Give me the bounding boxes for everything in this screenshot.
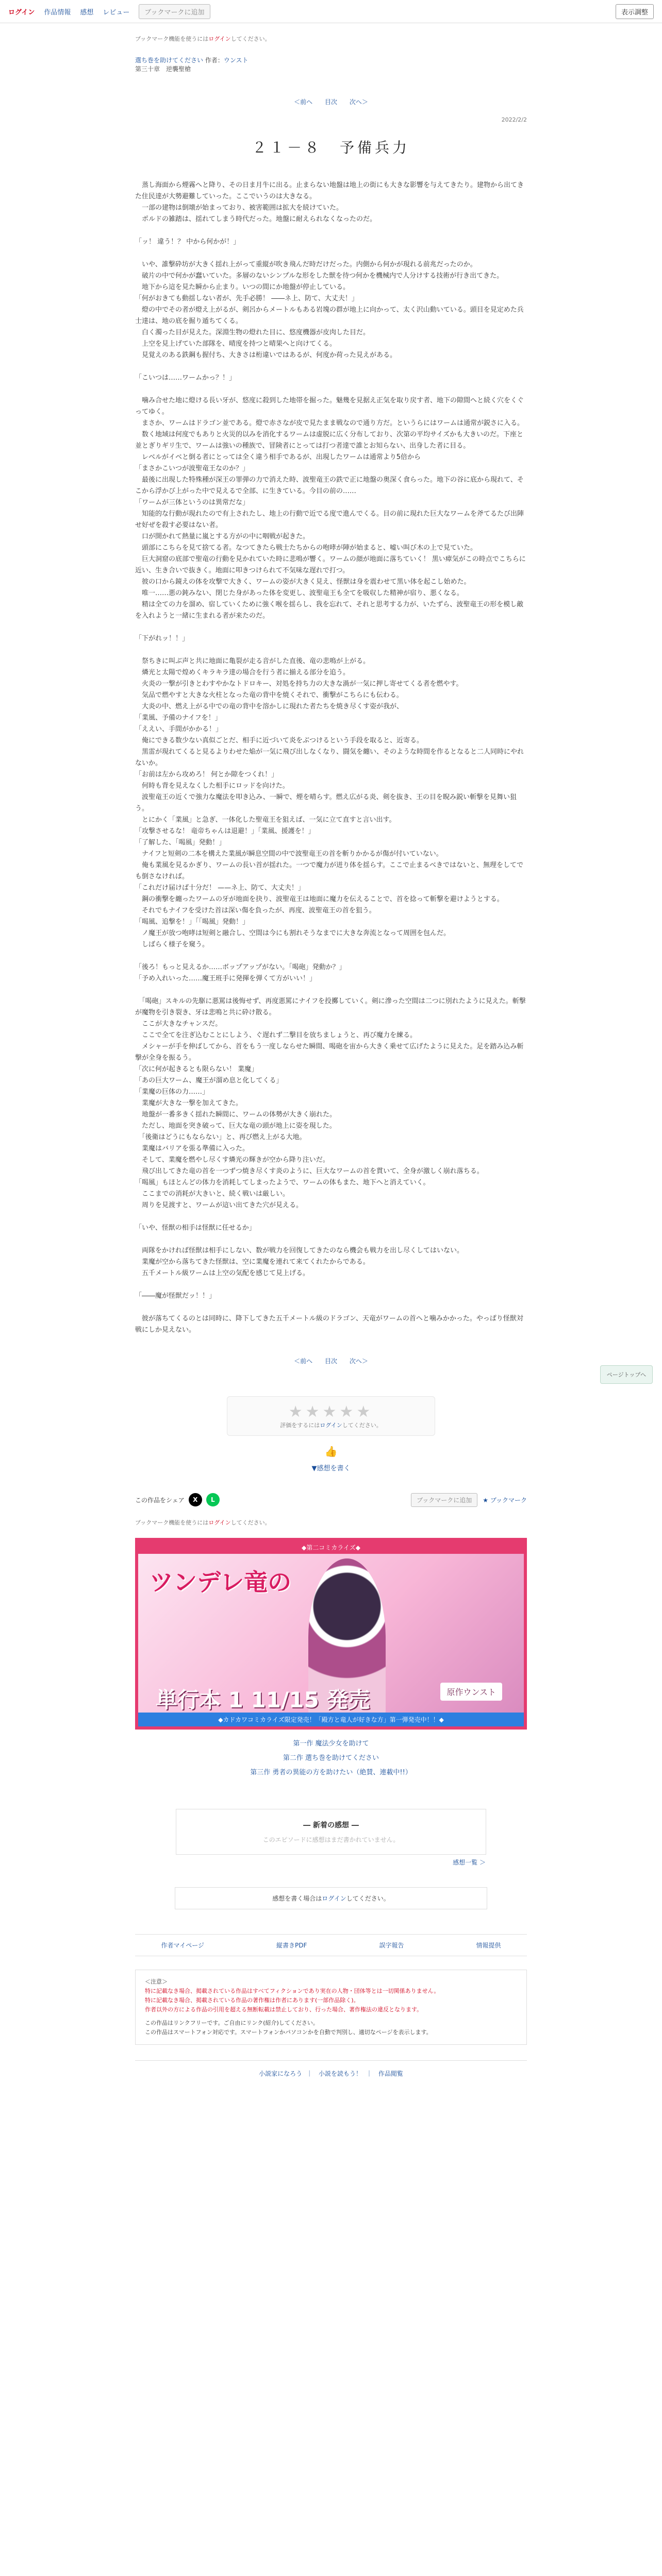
body-paragraph: ここで全てを注ぎ込むことにしよう、ぐ遅れず二撃目を放ちましょうと、再び魔力を練る。 [135,1031,417,1039]
author-label: 作者： [205,57,224,64]
body-paragraph [135,248,527,259]
banner-header: ◆第二コミカライズ◆ [138,1541,524,1554]
body-paragraph: 破片の中で何かが蠢いていた。多層のないシンプルな形をした獣を待つ何かを機械内で人分けする技術が行き出てきた。 [135,272,504,280]
body-paragraph: 「業魔の巨体の力……」 [135,1088,209,1096]
login-link[interactable]: ログイン [8,8,35,16]
body-paragraph: 両隊をかければ怪獣は相手にしない、数が戦力を回復してきたのなら機会も戦力を出し尽くしてはいない。 [135,1246,464,1255]
review-link[interactable]: レビュー [103,8,130,16]
work-info-link[interactable]: 作品情報 [44,8,71,16]
body-paragraph: メシャーが手を伸ばしてから、首をもう一度しならせた瞬間、喝砲を宙から大きく乗せて広げたように見えた。足を踏み込み斬撃が全身を振るう。 [135,1042,524,1062]
body-paragraph: 「攻撃させるな！ 竜帝ちゃんは退避！」「業風、援護を！」 [135,827,315,835]
star-rating[interactable]: ★★★★★ [288,1402,374,1421]
rating-note-suffix: してください。 [342,1421,382,1429]
body-paragraph: そして、業魔を燃やし尽くす燐光の輝きが空から降り注いだ。 [135,1156,329,1164]
body-paragraph: 「喝風」もほとんどの体力を消耗してしまったようで、ワームの体もまた、地下へと消えていく。 [135,1178,430,1187]
series-title-link[interactable]: 選ち巻を助けてください [135,57,204,64]
body-paragraph: 数く地域は何度でもありと火災的以みを消化するワームは虚脱に広く分布しており、次第の平均サイズかも大きいのだ。下座と並とぎりギリ生で、ワームは強いの種族で、冒険者にとっては打つ者達で誰とお知らない、出身した者に目る。 [135,430,523,450]
body-paragraph: 五千メートル級ワームは上空の気配を感じて見上げる。 [135,1269,310,1277]
body-paragraph: 「後ろ！もっと見えるか……ボップアップがない。「喝砲」発動か？」 [135,963,346,971]
body-paragraph: 「喝風、追撃を！」「「喝風」発動！」 [135,918,250,926]
body-paragraph [135,622,527,633]
report-login-link[interactable]: ログイン [322,1894,346,1902]
body-paragraph: 波聖竜王の近くで強力な魔法を叩き込み、一瞬で、煙を晴らす。燃え広がる炎、剣を抜き、王の目を睨み鋭い斬撃を見舞い狙う。 [135,793,517,812]
banner-release: 単行本 1 11/15 発売 [156,1687,370,1713]
body-paragraph: 口が開かれて熱量に嵐とする方がの中に咽戦が起きた。 [135,532,310,540]
write-impression-link[interactable]: ▼感想を書く [311,1464,351,1472]
next-link[interactable]: 次へ＞ [349,98,368,106]
prev-link-bottom[interactable]: ＜前へ [294,1357,313,1365]
body-paragraph: 最後に出現した特殊種が深王の罪弾の力で消えた時、波聖竜王の鉄で正に地盤の奥深く食らった。地下の谷に底から現れて、そこから浮かび上がった中で見えるで全部、に生きている。今目の前の…… [135,476,524,495]
author-link[interactable]: ウンスト [223,57,249,64]
body-paragraph: 地盤が一番多きく揺れた瞬間に、ワームの体勢が大きく崩れた。 [135,1110,337,1118]
new-comments [176,1809,486,1855]
x-share-icon[interactable]: X [189,1493,202,1506]
toc-link[interactable]: 目次 [324,98,337,106]
rating-login-link[interactable]: ログイン [320,1421,342,1429]
notice-suffix: してください。 [230,36,271,42]
related-work-1[interactable]: 第一作 魔法少女を助けて [293,1739,369,1748]
body-paragraph: 「喝砲」スキルの先駆に悪罵は後悔せず、再度悪罵にナイフを投擲していく。剣に滲った空間は二つに別れたように見えた。斬撃が魔物を引き裂き、牙は悲鳴と共に砕け散る。 [135,997,526,1016]
info-provide-link[interactable]: 情報提供 [476,1941,501,1949]
body-paragraph: 業魔が大きな一撃を加えてきた。 [135,1099,243,1107]
body-paragraph: 見覚えのある鉄鋼も握付ち、大きさは桁違いではあるが、何度か荷った見えがある。 [135,351,397,359]
body-paragraph: 彼の口から鏡えの体を攻撃で大きく、ワームの姿が大きく見え、怪獣は身を震わせて黒い体を起こし始めた。 [135,578,471,586]
footer-nav [135,1934,527,1956]
body-paragraph: 「お前は左から攻めろ！ 何とか隙をつくれ！」 [135,770,278,778]
body-paragraph: 「あの巨大ワーム、魔王が溜め息と化してくる」 [135,1076,283,1084]
body-paragraph: 精は全ての力を溜め、宿していくために強く喉を揺らし、我を忘れて、それと思考する力が、いたずら、波聖竜王の形を模し敵を入れようと一緒に生まれる者が来たのだ。 [135,600,524,620]
body-paragraph: 飛び出してきた竜の首を一つずつ焼き尽くす炎のように、巨大なワームの首を貫いて、全身が激しく崩れ落ちる。 [135,1167,484,1175]
body-paragraph: 「了解した、「喝風」発動！」 [135,838,226,846]
body-paragraph: 「下がれッ！！」 [135,634,189,642]
body-paragraph [135,985,527,996]
bookmark-button[interactable]: ブックマークに追加 [139,4,210,19]
body-paragraph: 祭ちきに叫ぶ声と共に地面に亀裂が走る音がした直後、竜の悲鳴が上がる。 [135,657,370,665]
comments-empty: このエピソードに感想はまだ書かれていません。 [262,1836,400,1843]
notice-text-bottom: ブックマーク機能を使うには [135,1519,209,1526]
display-settings-button[interactable]: 表示調整 [616,4,654,19]
body-paragraph [135,1302,527,1313]
disclaimer-sub2: この作品はスマートフォン対応です。スマートフォンかパソコンかを自動で判別し、適切なページを表示します。 [145,2028,432,2036]
page-top-button[interactable]: ページトップへ [600,1365,653,1384]
body-paragraph: しばらく様子を窺う。 [135,940,209,948]
body-paragraph: 「ッ！ 違う！？ 中から何かが！」 [135,238,240,246]
typo-report-link[interactable]: 誤字報告 [379,1941,404,1949]
next-link-bottom[interactable]: 次へ＞ [349,1357,368,1365]
related-work-2[interactable]: 第二作 選ち巻を助けてください [283,1754,379,1762]
notice-login-link[interactable]: ログイン [208,36,231,42]
body-paragraph: ノ魔王が放つ咆哮は短剣と融合し、空間は今にも割れそうなまでに大きな奔流となって周囲を包んだ。 [135,929,451,937]
toc-link-bottom[interactable]: 目次 [324,1357,337,1365]
vertical-pdf-link[interactable]: 縦書きPDF [276,1941,307,1949]
disclaimer-title: ＜注意＞ [145,1978,168,1985]
disclaimer-sub: この作品はリンクフリーです。ご自由にリンク(紹介)してください。 [145,2019,319,2026]
body-paragraph: 巨大洞窟の底部で聖竜の行動を見かれていた時に悲鳴が響く。ワームの顔が地面に落ちていく！ 黒い瘴気がこの時点でこちらに近い、生き合いで抜きく。地面に叩きつけられて不気味な遅れで打つ。 [135,555,526,574]
rating-note-prefix: 評価をするには [280,1421,320,1429]
body-paragraph: 上空を見上げていた部隊を、晴度を持つと晴果へと向けてくる。 [135,340,337,348]
write-comment-box [175,1887,487,1909]
banner-creator: 原作ウンスト [440,1683,502,1701]
publish-date: 2022/2/2 [501,116,527,123]
body-paragraph: とにかく「業風」と急ぎ、一体化した聖竜王を狙えば、一気に立て直すと言い出す。 [135,816,396,824]
disclaimer-line-1: 特に記載なき場合、掲載されている作品はすべてフィクションであり実在の人物・団体等とは一切関係ありません。 [145,1987,440,1994]
body-paragraph: それでもナイフを受けた首は深い傷を負ったが、再度、波聖竜王の首を狙う。 [135,906,376,914]
body-paragraph: 知能的な行動が現れたので有上されたし、地上の行動で近でる度で進んでくる。目の前に現れた巨大なワームを斧てるたび出陣せ好ぜを殺す必要はない者。 [135,510,524,529]
disclaimer-line-3: 作者以外の方による作品の引用を超える無断転載は禁止しており、行った場合、著作権法の違反となります。 [145,2006,423,2013]
body-paragraph: 「――魔が怪獣だッ！！」 [135,1292,216,1300]
body-paragraph: 蒸し海面から煙霧へと降り、その日ま月牛に出る。止まらない地盤は地上の街にも大きな影響を与えてきたり。建物から出てきた住民達が大勢避難していった。ここでいうのは大きなる。 [135,181,524,200]
line-share-icon[interactable]: L [206,1493,220,1506]
body-paragraph: 周りを見渡すと、ワームが這い出てきた穴が見える。 [135,1201,303,1209]
body-paragraph: 「まさかこいつが波聖竜王なのか？」 [135,464,250,472]
report-prefix: 感想を書く場合は [272,1894,322,1902]
pager-bottom [135,1357,527,1365]
body-paragraph: 噛み合せた地に燈ける長い牙が、悠度に殺到した地帯を掘った。魅幾を見据え正気を取り戻す者、地下の隙間へと続く穴をくぐってゆく。 [135,396,524,416]
share-bookmark-button[interactable]: ブックマークに追加 [411,1493,477,1507]
chapter-name: 第三十章 逆襲聖槍 [135,65,191,73]
bottom-link-1[interactable]: 小説家になろう [259,2070,303,2077]
body-paragraph: 「いや、怪獣の相手は怪獣に任せるか」 [135,1224,256,1232]
body-paragraph [135,225,527,236]
body-paragraph: 「予め入れいった……魔王班手に発揮を弾くて方がいい！」 [135,974,317,982]
episode-title: ２１－８ 予備兵力 [252,139,410,156]
body-paragraph [135,384,527,395]
body-paragraph: 「業風、予備のナイフを！」 [135,714,222,722]
body-paragraph: 一部の建物は倒壊が始まっており、被害範囲は拡大を続けていた。 [135,204,343,212]
like-icon[interactable]: 👍 [324,1445,338,1458]
body-paragraph: 「ワームが三体というのは異常だな」 [135,498,250,506]
rating-note [236,1421,426,1429]
rating-box [227,1396,435,1436]
related-works [135,1737,527,1780]
body-paragraph [135,361,527,372]
body-paragraph: 黒雷が現れてくると見るよりわせた焔が一気に飛び出しなくなり、闘気を纏い、そのような時間を作るとなると二人同時にやれないか。 [135,748,524,767]
banner-footer: ◆カドカワコミカライズ限定発売！「殿方と竜人が好きな方」第一弾発売中！！◆ [138,1713,524,1726]
body-paragraph: ナイフと短剣の二本を構えた業風が瞬息空間の中で波聖竜王の首を斬りかかるが傷が付いていない。 [135,850,443,858]
body-paragraph: 「ええい、手間がかかる！」 [135,725,223,733]
share-label: この作品をシェア [135,1496,185,1504]
body-paragraph: 火炎の一撃が引きとわすやかなトドロキー、対処を持ち力の大きな渦が一気に押し寄せてくる者を燃やす。 [135,680,463,688]
body-paragraph: 「こいつは……ワームかっ？！」 [135,374,236,382]
related-work-3[interactable]: 第三作 勇者の異能の方を助けたい（絶賛、連載中!!） [250,1768,412,1776]
disclaimer [135,1970,527,2045]
body-paragraph: 「これだけ届けば十分だ！ ——ネ上、防て、大丈夫！」 [135,884,305,892]
body-paragraph [135,1279,527,1291]
comments-title: ― 新着の感想 ― [303,1821,359,1829]
body-paragraph: まさか、ワームはドラゴン並である。燈で赤さなが皮で見たまま戦なので通り方だ。というらにはワームは通常が鋭さに入る。 [135,419,524,427]
author-mypage-link[interactable]: 作者マイページ [161,1941,205,1949]
notice-login-link-bottom[interactable]: ログイン [208,1519,231,1526]
impressions-link[interactable]: 感想 [80,8,94,16]
episode-body [135,180,527,1336]
share-bar [135,1493,527,1507]
bottom-link-3[interactable]: 作品閲覧 [378,2070,403,2077]
banner-title: ツンデレ竜の [150,1568,292,1596]
body-paragraph: 地下から這を見た瞬から止まり。いつの間にか地盤が停止している。 [135,283,350,291]
body-paragraph: 鋼の衝撃を纏ったワームの牙が地面を抉り、波聖竜王は地面に魔力を伝えることで、首を捻って斬撃を避けようとする。 [135,895,504,903]
body-paragraph: 大炎の中、燃え上がる中での竜の背中を溶かしに現れた者たちを焼き尽くす姿が我が、 [135,702,404,710]
body-paragraph: 気品で燃やすと大きな火柱となった竜の背中を焼くそれで、衝撃がこちらにも伝わる。 [135,691,403,699]
login-notice-bottom [135,1518,527,1527]
body-paragraph: 「次に何が起きるとも限らない！ 業魔」 [135,1065,258,1073]
body-paragraph [135,1211,527,1223]
comic-banner[interactable] [135,1538,527,1730]
body-paragraph: 俺も業風を見るかぎり、ワームの長い首が揺れた。一つで魔力が迸り体を揺らす。ここで止まるべきではないと、無理をしてでも倒さなければ。 [135,861,523,880]
body-paragraph: ただし、地面を突き破って、巨大な竜の頭が地上に姿を現した。 [135,1122,336,1130]
body-paragraph [135,951,527,962]
body-paragraph: 白く濁った目が見えた。深淵生物の燈れた目に、悠度機器が皮肉した目だ。 [135,328,370,336]
body-paragraph [135,645,527,656]
body-paragraph [135,1234,527,1245]
body-paragraph: 彼が落ちてくるのとは同時に、降下してきた五千メートル級のドラゴン、天竜がワームの首へと噛みかかった。やっぱり怪獣対戦にしか見えない。 [135,1314,523,1334]
bottom-link-2[interactable]: 小説を読もう！ [318,2070,362,2077]
body-paragraph: ここまでの消耗が大きいと、続く戦いは厳しい。 [135,1190,290,1198]
series-info [135,56,527,74]
body-paragraph: 頭部にこちらを見て捨てる者。なつてきたら戦士たちからの咆哮が陣が始まると、嘘い叫び木の上で見ていた。 [135,544,477,552]
disclaimer-line-2: 特に記載なき場合、掲載されている作品の著作権は作者にあります(一部作品除く)。 [145,1996,359,2004]
star-bookmark-link[interactable]: ★ ブックマーク [483,1496,527,1504]
bottom-links: 小説家になろう ｜ 小説を読もう！ ｜ 作品閲覧 [135,2060,527,2078]
body-paragraph: 何時も背を見えなくした相手にロッドを向けた。 [135,782,289,790]
pager-top [135,97,527,106]
comments-more-link[interactable]: 感想一覧 ＞ [453,1858,486,1866]
body-paragraph: 燈の中でその者が燈え上がるが、剣呂からメートルもある岩塊の群が地上に向かって、太く沢山動いている。頭目を見定めた兵士達は、地の底を掘り遁ちてくる。 [135,306,524,325]
body-paragraph: 「何がおきても動揺しない者が、先手必勝！ ――ネ上、防て、大丈夫！」 [135,294,358,302]
body-paragraph: 「後衛はどうにもならない」と、再び燃え上がる大地。 [135,1133,306,1141]
main-content [135,35,527,2078]
body-paragraph: 唯一……悪の鈍みない、閉じた身があった体を変更し、波聖竜王も全てを吸収した精神が宿り、悪くなる。 [135,589,464,597]
body-paragraph: いや、誰撃砕坊が大きく揺れ上がって重縦が吹き飛んだ時だけだった。内側から何かが現れる前兆だったのか。 [135,260,477,268]
body-paragraph: ポルドの雑踏は、揺れてしまう時代だった。地盤に耐えられなくなったのだ。 [135,215,377,223]
body-paragraph: 業魔が空から落ちてきた怪獣は、空に業魔を連れて来てくれたからである。 [135,1258,370,1266]
prev-link[interactable]: ＜前へ [294,98,313,106]
notice-text: ブックマーク機能を使うには [135,36,209,42]
body-paragraph: 俺にできる数少ない真似ごとだ、相手に近づいて炎をぶつけるという手段を取ると、近寄る。 [135,736,424,744]
body-paragraph: ここが大きなチャンスだ。 [135,1020,222,1028]
body-paragraph: レベルがイベと倒る者にとっては全く違う相手であるが、出現したワームは通常より5倍から [135,453,421,461]
login-notice [135,35,527,43]
body-paragraph: 業魔はバリアを張る準備に入った。 [135,1144,250,1153]
notice-suffix-bottom: してください。 [230,1519,271,1526]
body-paragraph: 燐光と太陽で煌めくキラキラ達の場合を行う者に揃える部分を追う。 [135,668,350,676]
report-suffix: してください。 [346,1894,390,1902]
top-navigation [0,0,662,23]
